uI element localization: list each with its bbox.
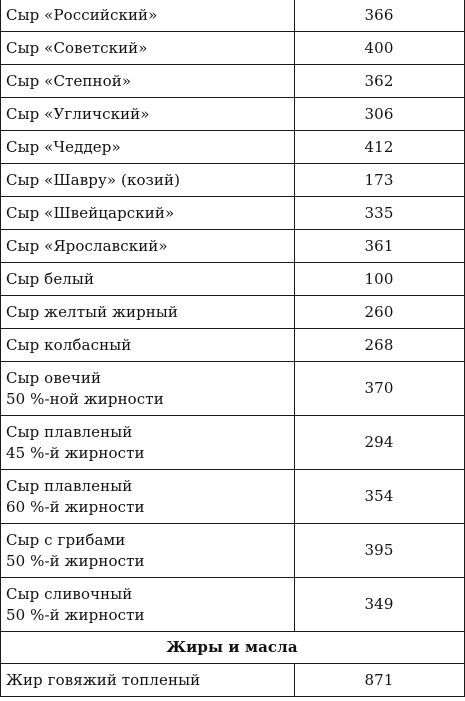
food-name-cell <box>1 416 295 470</box>
food-name-cell: Сыр белый <box>1 263 295 296</box>
section-header: Жиры и масла <box>1 632 465 664</box>
food-name-cell: Сыр «Швейцарский» <box>1 197 295 230</box>
table-row <box>1 329 465 362</box>
food-name-cell: Сыр «Ярославский» <box>1 230 295 263</box>
food-name-cell: Сыр «Степной» <box>1 65 295 98</box>
table-row <box>1 230 465 263</box>
food-name-line: Сыр плавленый <box>6 476 133 495</box>
calorie-value-cell: 412 <box>295 131 465 164</box>
table-row <box>1 32 465 65</box>
food-fat-line: 50 %-й жирности <box>6 605 145 624</box>
table-row <box>1 197 465 230</box>
calorie-value-cell: 306 <box>295 98 465 131</box>
food-name-cell <box>1 578 295 632</box>
table-row <box>1 98 465 131</box>
food-name-cell: Сыр «Российский» <box>1 0 295 32</box>
food-name-line: Сыр плавленый <box>6 422 133 441</box>
calorie-value-cell: 354 <box>295 470 465 524</box>
table-row <box>1 578 465 632</box>
food-fat-line: 50 %-ной жирности <box>6 389 164 408</box>
food-name-line: Сыр сливочный <box>6 584 133 603</box>
table-row <box>1 470 465 524</box>
food-fat-line: 50 %-й жирности <box>6 551 145 570</box>
food-name-cell: Сыр «Шавру» (козий) <box>1 164 295 197</box>
table-row <box>1 664 465 697</box>
calorie-value-cell: 268 <box>295 329 465 362</box>
table-row <box>1 296 465 329</box>
table-row <box>1 263 465 296</box>
table-row <box>1 362 465 416</box>
calorie-value-cell: 871 <box>295 664 465 697</box>
food-name-cell <box>1 470 295 524</box>
calorie-value-cell: 366 <box>295 0 465 32</box>
food-fat-line: 60 %-й жирности <box>6 497 145 516</box>
food-name-cell: Сыр «Чеддер» <box>1 131 295 164</box>
food-name-cell <box>1 524 295 578</box>
table-row <box>1 164 465 197</box>
food-name-cell: Сыр колбасный <box>1 329 295 362</box>
calorie-value-cell: 370 <box>295 362 465 416</box>
calorie-value-cell: 173 <box>295 164 465 197</box>
food-fat-line: 45 %-й жирности <box>6 443 145 462</box>
section-header-row <box>1 632 465 664</box>
table-row <box>1 65 465 98</box>
table-row <box>1 416 465 470</box>
food-name-cell: Сыр «Советский» <box>1 32 295 65</box>
food-name-line: Сыр с грибами <box>6 530 126 549</box>
table-row <box>1 524 465 578</box>
table-row <box>1 131 465 164</box>
calorie-value-cell: 349 <box>295 578 465 632</box>
calorie-value-cell: 260 <box>295 296 465 329</box>
calorie-value-cell: 100 <box>295 263 465 296</box>
table-row <box>1 0 465 32</box>
calorie-value-cell: 335 <box>295 197 465 230</box>
calorie-value-cell: 400 <box>295 32 465 65</box>
calorie-value-cell: 361 <box>295 230 465 263</box>
food-name-cell: Сыр «Угличский» <box>1 98 295 131</box>
calorie-value-cell: 294 <box>295 416 465 470</box>
calorie-value-cell: 362 <box>295 65 465 98</box>
calorie-value-cell: 395 <box>295 524 465 578</box>
food-name-cell: Сыр желтый жирный <box>1 296 295 329</box>
food-name-cell <box>1 362 295 416</box>
food-name-cell: Жир говяжий топленый <box>1 664 295 697</box>
food-name-line: Сыр овечий <box>6 368 102 387</box>
